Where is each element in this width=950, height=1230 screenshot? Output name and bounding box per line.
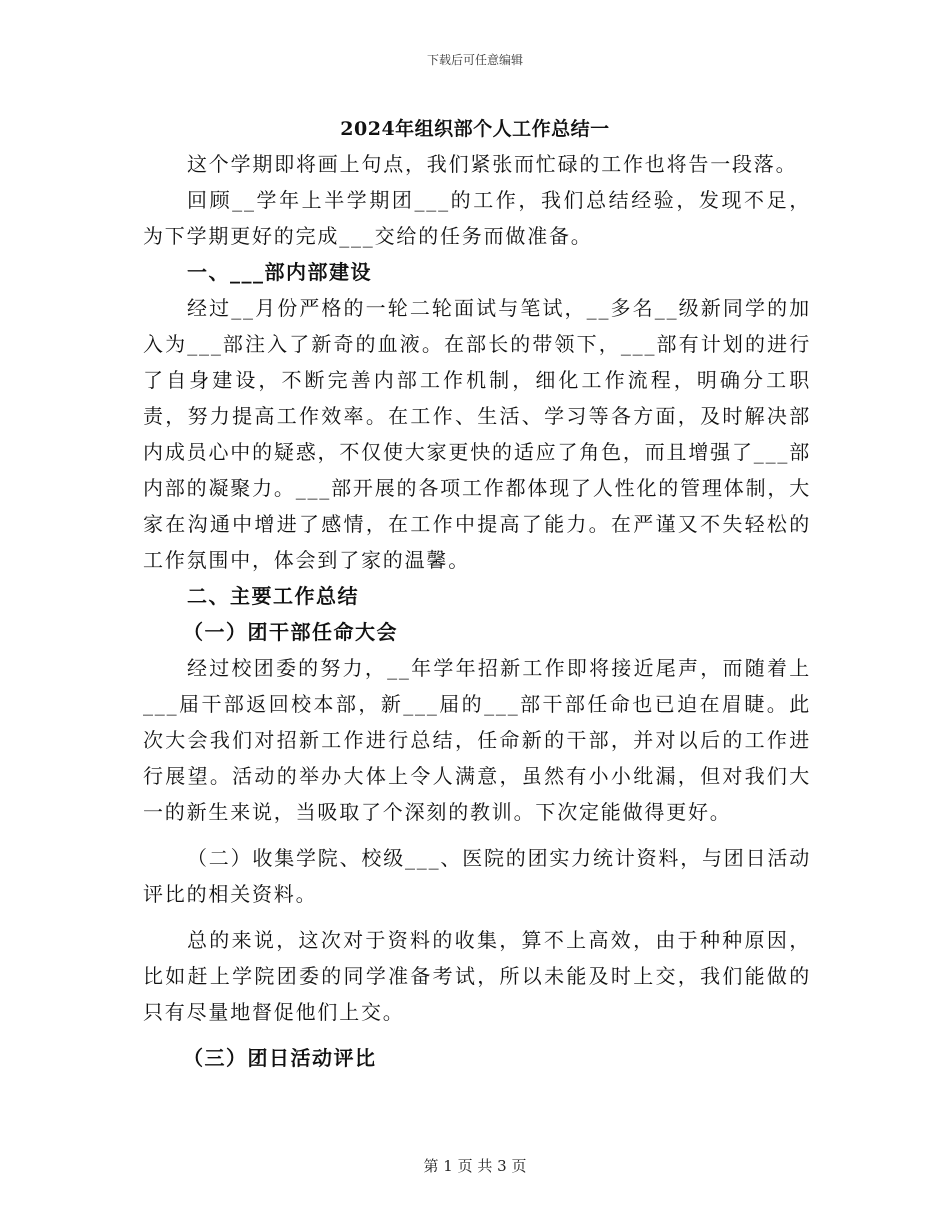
- subsection-2-summary: 总的来说，这次对于资料的收集，算不上高效，由于种种原因，比如赶上学院团委的同学准备考试，所以未能及时上交，我们能做的只有尽量地督促他们上交。: [143, 928, 811, 1024]
- subsection-1-paragraph: 经过校团委的努力，__年学年招新工作即将接近尾声，而随着上___届干部返回校本部，新___届的___部干部任命也已迫在眉睫。此次大会我们对招新工作进行总结，任命新的干部，并对以后的工作进行展望。活动的举办大体上令人满意，虽然有小小纰漏，但对我们大一的新生来说，当吸取了个深刻的教训。下次定能做得更好。: [143, 656, 811, 824]
- page-number: 第 1 页 共 3 页: [423, 1157, 527, 1175]
- subsection-1-heading: （一）团干部任命大会: [183, 620, 398, 644]
- subsection-2-paragraph: （二）收集学院、校级___、医院的团实力统计资料，与团日活动评比的相关资料。: [143, 846, 811, 906]
- section-1-heading: 一、___部内部建设: [187, 260, 372, 284]
- intro-paragraph-2: 回顾__学年上半学期团___的工作，我们总结经验，发现不足，为下学期更好的完成___交给的任务而做准备。: [143, 188, 811, 248]
- section-2-heading: 二、主要工作总结: [187, 584, 359, 608]
- page-header-note: 下载后可任意编辑: [426, 53, 523, 67]
- section-1-paragraph: 经过__月份严格的一轮二轮面试与笔试，__多名__级新同学的加入为___部注入了新奇的血液。在部长的带领下，___部有计划的进行了自身建设，不断完善内部工作机制，细化工作流程，明确分工职责，努力提高工作效率。在工作、生活、学习等各方面，及时解决部内成员心中的疑惑，不仅使大家更快的适应了角色，而且增强了___部内部的凝聚力。___部开展的各项工作都体现了人性化的管理体制，大家在沟通中增进了感情，在工作中提高了能力。在严谨又不失轻松的工作氛围中，体会到了家的温馨。: [143, 296, 811, 572]
- document-title: 2024年组织部个人工作总结一: [340, 118, 610, 140]
- document-body: [143, 146, 811, 1076]
- intro-paragraph-1: 这个学期即将画上句点，我们紧张而忙碌的工作也将告一段落。: [187, 152, 798, 176]
- subsection-3-heading: （三）团日活动评比: [183, 1046, 377, 1070]
